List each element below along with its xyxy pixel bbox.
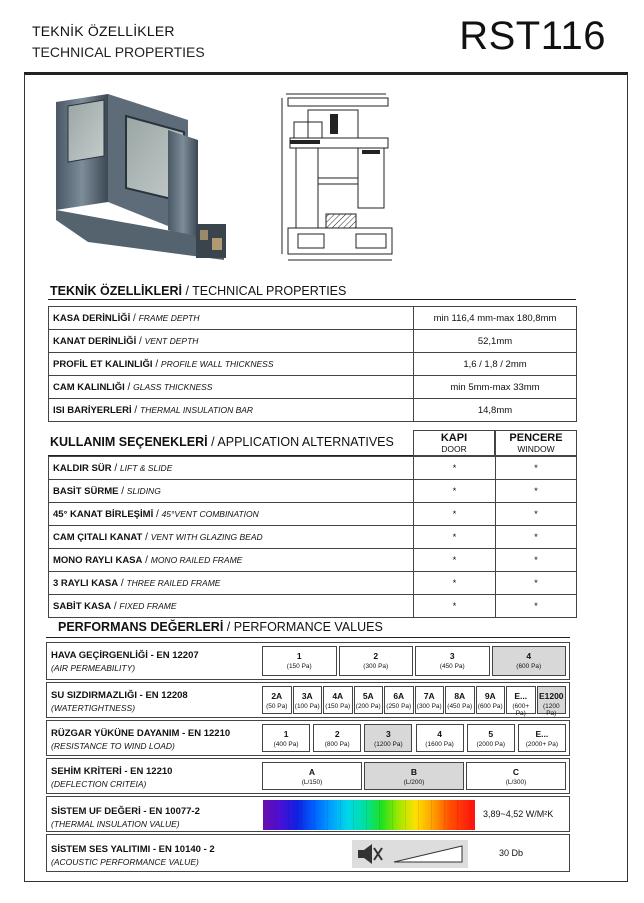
technical-row: PROFİL ET KALINLIĞI / PROFILE WALL THICKNESS 1,6 / 1,8 / 2mm <box>49 353 577 376</box>
technical-row: CAM KALINLIĞI / GLASS THICKNESS min 5mm-max 33mm <box>49 376 577 399</box>
technical-value: 14,8mm <box>414 399 577 422</box>
water-class-cell: 4A (150 Pa) <box>323 686 353 714</box>
water-class-cell: E1200 (1200 Pa) <box>537 686 567 714</box>
door-mark: * <box>414 503 496 526</box>
deflection-row: SEHİM KRİTERİ - EN 12210 (DEFLECTION CRITEIA) <box>46 758 570 794</box>
water-class-cell: E... (600+ Pa) <box>506 686 536 714</box>
application-row: 3 RAYLI KASA / THREE RAILED FRAME * * <box>49 572 577 595</box>
wind-class-cell: 1 (400 Pa) <box>262 724 310 752</box>
application-row: SABİT KASA / FIXED FRAME * * <box>49 595 577 618</box>
technical-table <box>48 306 577 422</box>
application-row: BASİT SÜRME / SLIDING * * <box>49 480 577 503</box>
air-class-cell: 1 (150 Pa) <box>262 646 337 676</box>
door-mark: * <box>414 526 496 549</box>
acoustic-label-tr: SİSTEM SES YALITIMI - EN 10140 - 2 <box>51 844 215 855</box>
window-mark: * <box>496 549 577 572</box>
door-mark: * <box>414 572 496 595</box>
section-drawing <box>268 88 408 266</box>
window-mark: * <box>496 457 577 480</box>
uf-label-tr: SİSTEM UF DEĞERİ - EN 10077-2 <box>51 806 200 817</box>
technical-heading: TEKNİK ÖZELLİKLERİ / TECHNICAL PROPERTIES <box>50 284 347 298</box>
window-mark: * <box>496 572 577 595</box>
technical-value: min 116,4 mm-max 180,8mm <box>414 307 577 330</box>
technical-value: 1,6 / 1,8 / 2mm <box>414 353 577 376</box>
air-class-cell: 3 (450 Pa) <box>415 646 490 676</box>
air-class-cell: 4 (600 Pa) <box>492 646 567 676</box>
application-row: 45° KANAT BİRLEŞİMİ / 45°VENT COMBINATION * * <box>49 503 577 526</box>
application-row: CAM ÇITALI KANAT / VENT WITH GLAZING BEAD * * <box>49 526 577 549</box>
deflection-class-cell: C (L/300) <box>466 762 566 790</box>
performance-heading: PERFORMANS DEĞERLERİ / PERFORMANCE VALUES <box>58 620 383 634</box>
application-row: MONO RAYLI KASA / MONO RAILED FRAME * * <box>49 549 577 572</box>
acoustic-label-en: (ACOUSTIC PERFORMANCE VALUE) <box>51 857 199 867</box>
technical-row: KASA DERİNLİĞİ / FRAME DEPTH min 116,4 mm-max 180,8mm <box>49 307 577 330</box>
wind-class-cell: 4 (1600 Pa) <box>416 724 464 752</box>
water-class-cell: 6A (250 Pa) <box>384 686 414 714</box>
wind-row: RÜZGAR YÜKÜNE DAYANIM - EN 12210 (RESISTANCE TO WIND LOAD) <box>46 720 570 756</box>
technical-row: KANAT DERİNLİĞİ / VENT DEPTH 52,1mm <box>49 330 577 353</box>
water-class-cell: 9A (600 Pa) <box>476 686 506 714</box>
door-mark: * <box>414 595 496 618</box>
profile-photo <box>48 92 230 264</box>
water-class-cell: 3A (100 Pa) <box>293 686 323 714</box>
technical-underline <box>48 299 576 300</box>
acoustic-value: 30 Db <box>499 848 524 858</box>
water-class-cell: 7A (300 Pa) <box>415 686 445 714</box>
technical-value: min 5mm-max 33mm <box>414 376 577 399</box>
door-mark: * <box>414 457 496 480</box>
door-mark: * <box>414 549 496 572</box>
water-class-cell: 5A (200 Pa) <box>354 686 384 714</box>
wind-class-cell: E... (2000+ Pa) <box>518 724 566 752</box>
uf-label-en: (THERMAL INSULATION VALUE) <box>51 819 180 829</box>
deflection-class-cell: A (L/150) <box>262 762 362 790</box>
application-heading: KULLANIM SEÇENEKLERİ / APPLICATION ALTERNATIVES <box>50 435 394 449</box>
air-class-cell: 2 (300 Pa) <box>339 646 414 676</box>
performance-underline <box>46 637 570 638</box>
sound-mute-icon <box>352 840 468 868</box>
header-title-en: TECHNICAL PROPERTIES <box>32 44 205 60</box>
window-mark: * <box>496 503 577 526</box>
air-row: HAVA GEÇİRGENLİĞİ - EN 12207 (AIR PERMEABILITY) <box>46 642 570 680</box>
col-window-header: PENCERE WINDOW <box>495 430 577 456</box>
wind-class-cell: 5 (2000 Pa) <box>467 724 515 752</box>
deflection-class-cell: B (L/200) <box>364 762 464 790</box>
technical-row: ISI BARİYERLERİ / THERMAL INSULATION BAR 14,8mm <box>49 399 577 422</box>
header-title-tr: TEKNİK ÖZELLİKLER <box>32 23 175 39</box>
acoustic-row <box>46 834 570 872</box>
wind-class-cell: 2 (800 Pa) <box>313 724 361 752</box>
technical-value: 52,1mm <box>414 330 577 353</box>
water-class-cell: 2A (50 Pa) <box>262 686 292 714</box>
uf-value: 3,89~4,52 W/M²K <box>483 809 554 819</box>
water-class-cell: 8A (450 Pa) <box>445 686 475 714</box>
wind-class-cell: 3 (1200 Pa) <box>364 724 412 752</box>
window-mark: * <box>496 526 577 549</box>
water-row: SU SIZDIRMAZLIĞI - EN 12208 (WATERTIGHTNESS) <box>46 682 570 718</box>
model-name: RST116 <box>459 14 606 58</box>
window-mark: * <box>496 480 577 503</box>
application-table <box>48 456 577 618</box>
door-mark: * <box>414 480 496 503</box>
col-door-header: KAPI DOOR <box>413 430 495 456</box>
application-row: KALDIR SÜR / LIFT & SLIDE * * <box>49 457 577 480</box>
thermal-spectrum <box>263 800 475 830</box>
window-mark: * <box>496 595 577 618</box>
